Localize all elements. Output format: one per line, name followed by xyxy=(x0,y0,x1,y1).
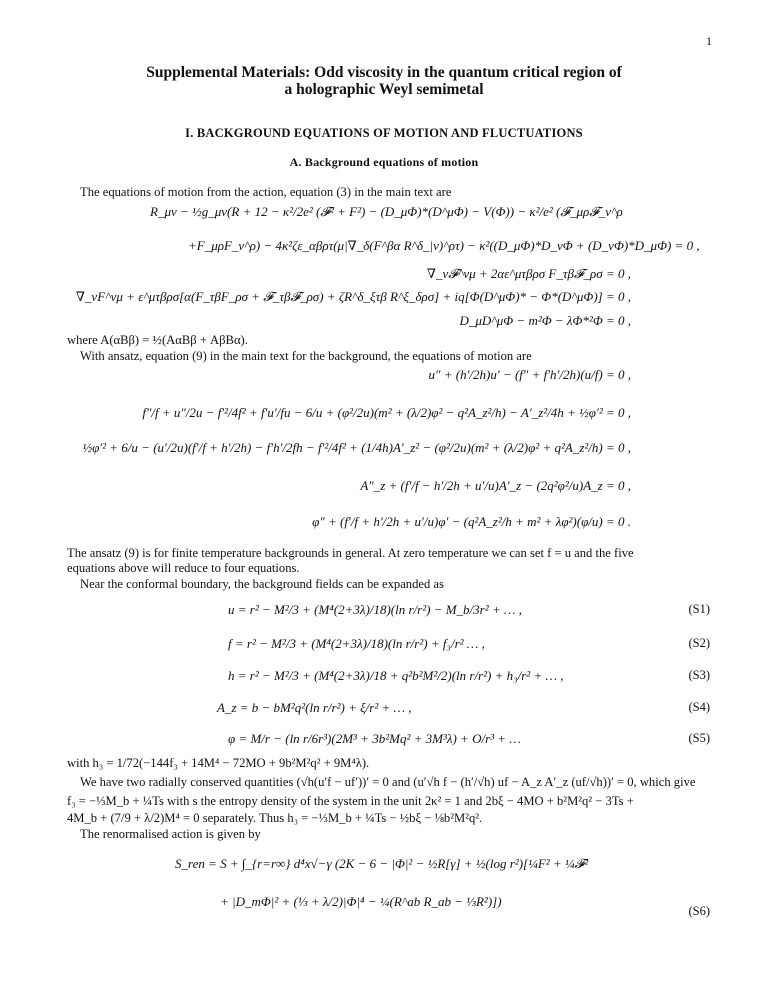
paragraph-ansatz: With ansatz, equation (9) in the main text for the background, the equations of motion are xyxy=(80,349,532,363)
equation-bg-3: ½φ′² + 6/u − (u′/2u)(f′/f + h′/2h) − f′h′/2fh − f′²/4f² + (1/4h)A′_z² − (φ²/2u)(m² + (λ/2)φ² + q²A_z²/h) = 0 , xyxy=(82,440,631,455)
equation-S6-line2: + |D_mΦ|² + (⅓ + λ/2)|Φ|⁴ − ¼(R^ab R_ab − ⅓R²)]) xyxy=(220,894,502,909)
subsection-heading: A. Background equations of motion xyxy=(289,155,479,169)
paragraph-zero-temperature: The ansatz (9) is for finite temperature backgrounds in general. At zero temperature we can set f = u and the five xyxy=(67,546,634,560)
equation-bg-2: f″/f + u″/2u − f′²/4f² + f′u′/fu − 6/u + (φ²/2u)(m² + (λ/2)φ² − q²A_z²/h) − A′_z²/4h + ½φ′² = 0 , xyxy=(142,405,631,420)
paragraph-boundary-expansion: Near the conformal boundary, the background fields can be expanded as xyxy=(80,577,444,591)
page-number: 1 xyxy=(706,34,712,48)
paragraph-renormalised-action: The renormalised action is given by xyxy=(80,827,261,841)
equation-S2: f = r² − M²/3 + (M⁴(2+3λ)/18)(ln r/r²) + f₃/r² … , xyxy=(228,636,485,651)
title-line-2: a holographic Weyl semimetal xyxy=(284,81,484,98)
equation-maxwell-axial: ∇_ν𝓕^νμ + 2αε^μτβρσ F_τβ𝓕_ρσ = 0 , xyxy=(426,266,631,281)
equation-number-S5: (S5) xyxy=(688,731,710,745)
paragraph-intro: The equations of motion from the action, equation (3) in the main text are xyxy=(80,185,452,199)
title-line-1: Supplemental Materials: Odd viscosity in the quantum critical region of xyxy=(146,64,622,81)
equation-maxwell-vector: ∇_νF^νμ + ε^μτβρσ[α(F_τβF_ρσ + 𝓕_τβ𝓕_ρσ) + ζR^δ_ξτβ R^ξ_δρσ] + iq[Φ(D^μΦ)* − Φ*(D^μΦ)] = 0 , xyxy=(75,289,631,304)
equation-S6-line1: S_ren = S + ∫_{r=r∞} d⁴x√−γ (2K − 6 − |Φ|² − ½R[γ] + ½(log r²)[¼F² + ¼𝓕² xyxy=(175,856,589,871)
equation-number-S2: (S2) xyxy=(688,636,710,650)
equation-bg-1: u″ + (h′/2h)u′ − (f″ + f′h′/2h)(u/f) = 0 , xyxy=(428,367,631,382)
paragraph-h3-result: 4M_b + (7/9 + λ/2)M⁴ = 0 separately. Thus h₃ = −⅓M_b + ¼Ts − ½bξ − ⅛b²M²q². xyxy=(67,811,483,825)
equation-bg-5: φ″ + (f′/f + h′/2h + u′/u)φ′ − (q²A_z²/h + m² + λφ²)(φ/u) = 0 . xyxy=(312,514,631,529)
equation-S5: φ = M/r − (ln r/6r³)(2M³ + 3b²Mq² + 3M³λ) + O/r³ + … xyxy=(228,731,521,746)
paragraph-f3: f₃ = −⅓M_b + ¼Ts with s the entropy density of the system in the unit 2κ² = 1 and 2bξ − 4MO + b²M²q² − 3Ts + xyxy=(67,794,634,808)
equation-S4: A_z = b − bM²q²(ln r/r²) + ξ/r² + … , xyxy=(217,700,412,715)
equation-number-S1: (S1) xyxy=(688,602,710,616)
equation-number-S4: (S4) xyxy=(688,700,710,714)
equation-S3: h = r² − M²/3 + (M⁴(2+3λ)/18 + q²b²M²/2)(ln r/r²) + h₃/r² + … , xyxy=(228,668,564,683)
equation-number-S6: (S6) xyxy=(688,904,710,918)
page-title xyxy=(0,64,768,98)
paragraph-zero-temperature-cont: equations above will reduce to four equations. xyxy=(67,561,300,575)
equation-S1: u = r² − M²/3 + (M⁴(2+3λ)/18)(ln r/r²) − M_b/3r² + … , xyxy=(228,602,522,617)
paragraph-conserved-quantities: We have two radially conserved quantities (√h(u′f − uf′))′ = 0 and (u′√h f − (h′/√h) uf − A_z A′_z (uf/√h))′ = 0, which give xyxy=(80,775,696,789)
paragraph-symmetrization: where A(αBβ) = ½(AαBβ + AβBα). xyxy=(67,333,248,347)
equation-einstein-line1: R_μν − ½g_μν(R + 12 − κ²/2e² (𝓕² + F²) − (D_μΦ)*(D^μΦ) − V(Φ)) − κ²/e² (𝓕_μρ𝓕_ν^ρ xyxy=(150,204,623,219)
equation-bg-4: A″_z + (f′/f − h′/2h + u′/u)A′_z − (2q²φ²/u)A_z = 0 , xyxy=(360,478,631,493)
equation-einstein-line2: +F_μρF_ν^ρ) − 4κ²ζε_αβρτ(μ|∇_δ(F^βα R^δ_|ν)^ρτ) − κ²((D_μΦ)*D_νΦ + (D_νΦ)*D_μΦ) = 0 , xyxy=(188,238,700,253)
equation-scalar: D_μD^μΦ − m²Φ − λΦ*²Φ = 0 , xyxy=(459,313,631,328)
section-heading: I. BACKGROUND EQUATIONS OF MOTION AND FLUCTUATIONS xyxy=(185,126,583,140)
equation-number-S3: (S3) xyxy=(688,668,710,682)
paragraph-h3: with h₃ = 1/72(−144f₃ + 14M⁴ − 72MO + 9b²M²q² + 9M⁴λ). xyxy=(67,756,370,770)
